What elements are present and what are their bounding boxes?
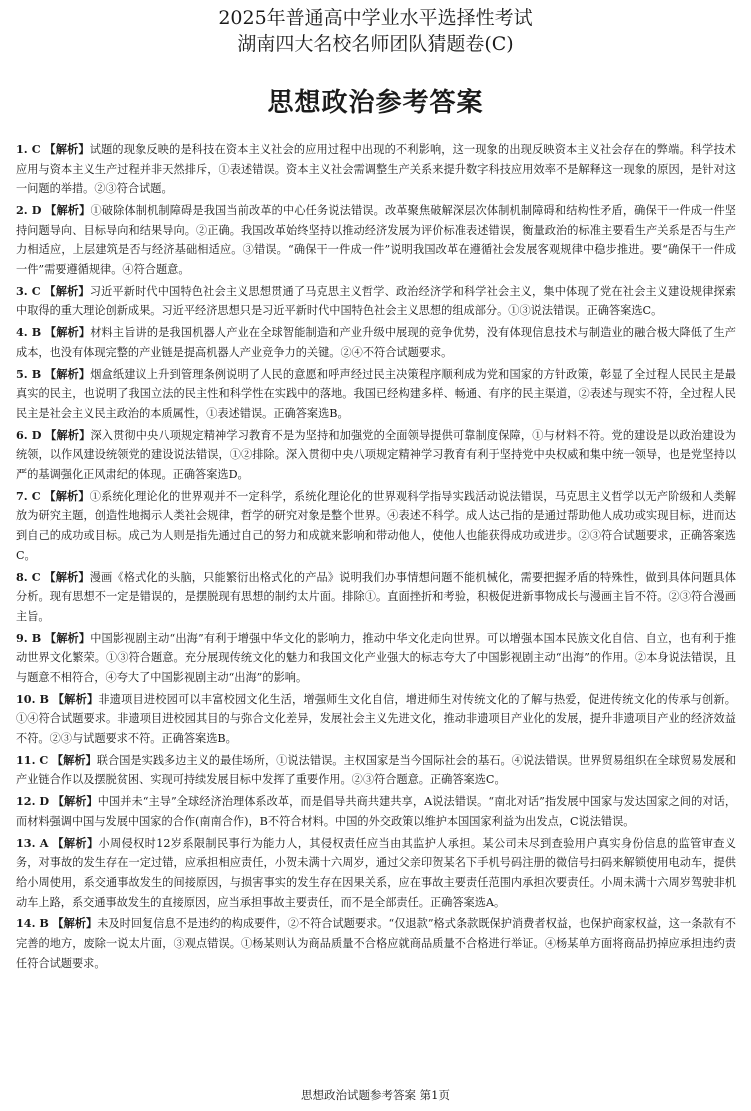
analysis-tag: 【解析】 xyxy=(44,630,91,645)
analysis-text: 深入贯彻中央八项规定精神学习教育不是为坚持和加强党的全面领导提供可靠制度保障，①与材料不符。党的建设是以政治建设为统领，以作风建设统领党的建设说法错误，①②排除。深入贯彻中央八项规定精神学习教育有利于坚持党中央权威和集中统一领导，也是党坚持以严的基调强化正风肃纪的体现。正确答案选D。 xyxy=(16,428,736,481)
answer-number: 8. C xyxy=(16,569,41,584)
answer-number: 10. B xyxy=(16,691,50,706)
analysis-tag: 【解析】 xyxy=(44,283,90,298)
analysis-text: 烟盒纸建议上升到管理条例说明了人民的意愿和呼声经过民主决策程序顺利成为党和国家的方针政策，彰显了全过程人民民主是最真实的民主，也说明了我国立法的民主性和科学性在实践中的落地。我国已经构建多样、畅通、有序的民主渠道，②表述与现实不符，全过程人民民主是社会主义民主政治的本质属性，①表述错误。正确答案选B。 xyxy=(16,367,736,420)
answer-number: 14. B xyxy=(16,916,49,931)
answer-item-6 xyxy=(16,426,736,485)
analysis-tag: 【解析】 xyxy=(44,325,91,340)
exam-title: 2025年普通高中学业水平选择性考试 xyxy=(218,7,533,29)
answer-number: 11. C xyxy=(16,752,49,767)
analysis-text: 中国并未“主导”全球经济治理体系改革，而是倡导共商共建共享，A说法错误。“南北对话”指发展中国家与发达国家之间的对话，而材料强调中国与发展中国家的合作(南南合作)，B不符合材料。中国的外交政策以维护本国国家利益为出发点，C说法错误。 xyxy=(16,795,737,828)
answer-item-11 xyxy=(16,751,736,790)
analysis-tag: 【解析】 xyxy=(44,142,90,156)
analysis-tag: 【解析】 xyxy=(51,752,97,767)
exam-subtitle: 湖南四大名校名师团队猜题卷(C) xyxy=(237,33,514,55)
analysis-tag: 【解析】 xyxy=(52,794,98,809)
analysis-tag: 【解析】 xyxy=(52,916,98,931)
analysis-tag: 【解析】 xyxy=(44,569,90,584)
answer-item-5 xyxy=(16,365,736,424)
analysis-text: 试题的现象反映的是科技在资本主义社会的应用过程中出现的不利影响，这一现象的出现反映资本主义社会存在的弊端。科学技术应用与资本主义生产过程并非天然排斥，①表述错误。资本主义社会需调整生产关系来提升数字科技应用效率不是解释这一现象的原因，是针对这一问题的举措。②③符合试题。 xyxy=(16,143,736,196)
answer-item-14 xyxy=(16,914,736,973)
answer-number: 2. D xyxy=(16,203,42,218)
analysis-text: 中国影视剧主动“出海”有利于增强中华文化的影响力，推动中华文化走向世界。可以增强本国本民族文化自信、自立，也有利于推动世界文化繁荣。①③符合题意。充分展现传统文化的魅力和我国文化产业强大的标志夸大了中国影视剧主动“出海”的作用。②本身说法错误，且与题意不相符合，④夸大了中国影视剧主动“出海”的影响。 xyxy=(16,631,736,684)
answer-number: 9. B xyxy=(16,630,42,645)
analysis-tag: 【解析】 xyxy=(45,203,91,218)
analysis-text: 未及时回复信息不是违约的构成要件，②不符合试题要求。“仅退款”格式条款既保护消费者权益，也保护商家权益，这一条款有不完善的地方，废除一说太片面，③观点错误。①杨某则认为商品质量不合格应就商品质量不合格进行举证。④杨某单方面将商品扔掉应承担违约责任符合试题要求。 xyxy=(16,917,736,970)
analysis-text: 小周侵权时12岁系限制民事行为能力人，其侵权责任应当由其监护人承担。某公司未尽到查验用户真实身份信息的监管审查义务，对事故的发生存在一定过错，应承担相应责任，小贺未满十六周岁，通过父亲印贺某名下手机号码注册的微信号扫码来解锁使用电动车，提供给小周使用，系交通事故发生的间接原因，与损害事实的发生存在因果关系，应在事故主要责任范围内承担次要责任。小周未满十六周岁驾驶非机动车上路，系交通事故发生的直接原因，应当承担事故主要责任，而不是全部责任。正确答案选A。 xyxy=(16,836,736,909)
analysis-text: ①系统化理论化的世界观并不一定科学，系统化理论化的世界观科学指导实践活动说法错误，马克思主义哲学以无产阶级和人类解放为研究主题，创造性地揭示人类社会规律，哲学的研究对象是整个世界。④表述不科学。成人达己指的是通过帮助他人成功或实现目标，进而达到自己的成功或目标。成己为人则是指先通过自己的努力和成就来影响和带动他人，使他人也能获得成功或进步。②③符合试题要求，正确答案选C。 xyxy=(16,489,736,562)
answer-number: 3. C xyxy=(16,283,41,298)
answer-item-4 xyxy=(16,323,736,362)
answer-item-12 xyxy=(16,792,736,831)
analysis-tag: 【解析】 xyxy=(52,691,99,706)
analysis-text: 联合国是实践多边主义的最佳场所，①说法错误。主权国家是当今国际社会的基石。④说法错误。世界贸易组织在全球贸易发展和产业链合作以及摆脱贫困、实现可持续发展目标中发挥了重要作用。②③符合题意。正确答案选C。 xyxy=(16,753,736,787)
answer-number: 6. D xyxy=(16,427,42,442)
analysis-tag: 【解析】 xyxy=(44,366,91,381)
answer-item-13 xyxy=(16,834,736,912)
answer-number: 13. A xyxy=(16,835,49,850)
answer-number: 12. D xyxy=(16,794,50,809)
answer-item-1 xyxy=(16,140,736,199)
analysis-text: ①破除体制机制障碍是我国当前改革的中心任务说法错误。改革聚焦破解深层次体制机制障碍和结构性矛盾，确保干一件成一件坚持问题导向、目标导向和结果导向。②正确。我国改革始终坚持以推动经济发展为评价标准表述错误，衡量政治的标准主要看生产关系是否与生产力相适应，上层建筑是否与经济基础相适应。③错误。“确保干一件成一件”说明我国改革在遵循社会发展客观规律中稳步推进。要“确保干一件成一件”需要遵循规律。④符合题意。 xyxy=(16,204,736,276)
analysis-tag: 【解析】 xyxy=(45,427,91,442)
analysis-text: 习近平新时代中国特色社会主义思想贯通了马克思主义哲学、政治经济学和科学社会主义，集中体现了党在社会主义建设规律探索中取得的重大理论创新成果。习近平经济思想只是习近平新时代中国特色社会主义思想的组成部分。①③说法错误。正确答案选C。 xyxy=(16,284,736,318)
answer-number: 4. B xyxy=(16,325,42,340)
analysis-text: 非遗项目进校园可以丰富校园文化生活，增强师生文化自信，增进师生对传统文化的了解与热爱，促进传统文化的传承与创新。①④符合试题要求。非遗项目进校园其目的与弥合文化差异，发展社会主义先进文化，推动非遗项目产业化的发展，提升非遗项目产业的经济效益不符。②③与试题要求不符。正确答案选B。 xyxy=(16,692,736,745)
answer-number: 5. B xyxy=(16,366,42,381)
analysis-tag: 【解析】 xyxy=(52,835,99,850)
answer-number: 7. C xyxy=(16,488,41,503)
answer-list xyxy=(16,140,736,976)
answer-item-3 xyxy=(16,282,736,321)
answer-item-7 xyxy=(16,487,736,565)
page-title: 思想政治参考答案 xyxy=(267,88,484,118)
page-footer: 思想政治试题参考答案 第1页 xyxy=(301,1088,450,1102)
answer-number: 1. C xyxy=(16,142,41,156)
answer-item-8 xyxy=(16,568,736,627)
answer-item-10 xyxy=(16,690,736,749)
answer-item-2 xyxy=(16,201,736,279)
analysis-text: 材料主旨讲的是我国机器人产业在全球智能制造和产业升级中展现的竞争优势，没有体现信息技术与制造业的融合极大降低了生产成本，也没有体现完整的产业链是提高机器人产业竞争力的关键。②④不符合试题要求。 xyxy=(16,326,736,359)
analysis-tag: 【解析】 xyxy=(44,488,90,503)
answer-item-9 xyxy=(16,629,736,688)
analysis-text: 漫画《格式化的头脑，只能繁衍出格式化的产品》说明我们办事情想问题不能机械化，需要把握矛盾的特殊性，做到具体问题具体分析。现有思想不一定是错误的，是摆脱现有思想的制约太片面。排除①。直面挫折和考验，积极促进新事物成长与漫画主旨不符。②③符合漫画主旨。 xyxy=(16,570,736,623)
